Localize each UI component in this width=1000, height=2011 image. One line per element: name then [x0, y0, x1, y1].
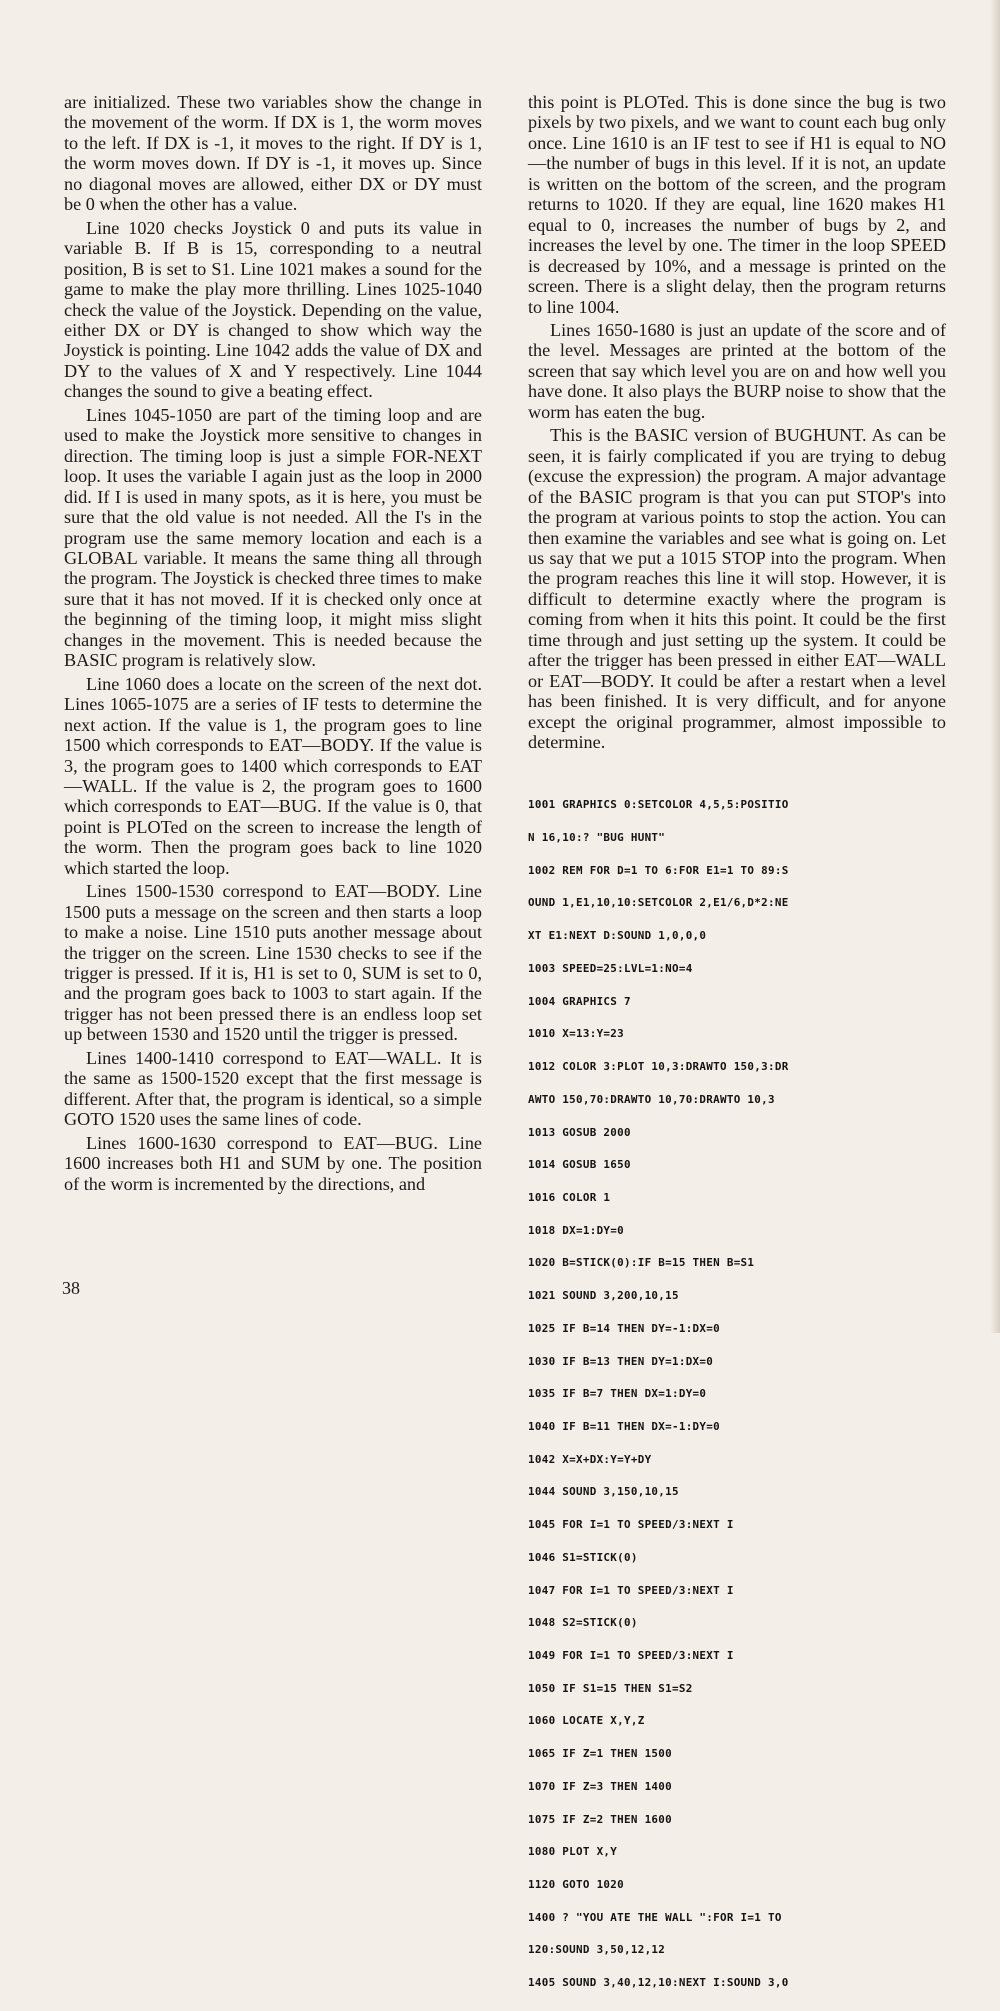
- paragraph: Line 1060 does a locate on the screen of the next dot. Lines 1065-1075 are a series of IF tests to determine the next action. If the value is 1, the program goes to line 1500 which corresponds to EAT—BODY. If the value is 3, the program goes to 1400 which corresponds to EAT—WALL. If the value is 2, the program goes to 1600 which corresponds to EAT—BUG. If the value is 0, that point is PLOTed on the screen to increase the length of the worm. Then the program goes back to line 1020 which started the loop.: [64, 673, 482, 878]
- code-line: 1070 IF Z=3 THEN 1400: [528, 1779, 672, 1793]
- code-line: 1016 COLOR 1: [528, 1190, 611, 1204]
- code-line: 1075 IF Z=2 THEN 1600: [528, 1812, 672, 1826]
- code-line: 1021 SOUND 3,200,10,15: [528, 1289, 679, 1303]
- code-line: 1020 B=STICK(0):IF B=15 THEN B=S1: [528, 1256, 755, 1270]
- code-line: 1040 IF B=11 THEN DX=-1:DY=0: [528, 1419, 720, 1433]
- code-line: 1080 PLOT X,Y: [528, 1845, 618, 1859]
- left-column: [64, 92, 482, 1197]
- code-line: 1047 FOR I=1 TO SPEED/3:NEXT I: [528, 1583, 734, 1597]
- code-line: 1035 IF B=7 THEN DX=1:DY=0: [528, 1387, 707, 1401]
- page-edge-shadow: [990, 0, 1000, 1333]
- code-line: 1045 FOR I=1 TO SPEED/3:NEXT I: [528, 1518, 734, 1532]
- code-line: 1042 X=X+DX:Y=Y+DY: [528, 1452, 652, 1466]
- right-column: [528, 92, 946, 2011]
- code-line: 1405 SOUND 3,40,12,10:NEXT I:SOUND 3,0: [528, 1976, 789, 1990]
- code-line: 1065 IF Z=1 THEN 1500: [528, 1747, 672, 1761]
- code-line: 1003 SPEED=25:LVL=1:NO=4: [528, 961, 693, 975]
- paragraph: Lines 1400-1410 correspond to EAT—WALL. It is the same as 1500-1520 except that the first message is different. After that, the program is identical, so a simple GOTO 1520 uses the same lines of code.: [64, 1047, 482, 1130]
- code-line: 1046 S1=STICK(0): [528, 1550, 638, 1564]
- code-line: 1044 SOUND 3,150,10,15: [528, 1485, 679, 1499]
- code-line: 1400 ? "YOU ATE THE WALL ":FOR I=1 TO: [528, 1910, 782, 1924]
- page-number: 38: [62, 1278, 80, 1298]
- code-line: 1048 S2=STICK(0): [528, 1616, 638, 1630]
- code-line: 1018 DX=1:DY=0: [528, 1223, 624, 1237]
- code-line: 1049 FOR I=1 TO SPEED/3:NEXT I: [528, 1649, 734, 1662]
- code-line: 1014 GOSUB 1650: [528, 1158, 631, 1172]
- paragraph: Lines 1600-1630 correspond to EAT—BUG. Line 1600 increases both H1 and SUM by one. The position of the worm is incremented by the directions, and: [64, 1132, 482, 1194]
- code-line: 1002 REM FOR D=1 TO 6:FOR E1=1 TO 89:S: [528, 863, 789, 877]
- paragraph: Lines 1045-1050 are part of the timing loop and are used to make the Joystick more sensitive to changes in direction. The timing loop is just a simple FOR-NEXT loop. It uses the variable I again just as the loop in 2000 did. If I is used in many spots, as it is here, you must be sure that the old value is not needed. All the I's in the program use the same memory location and each is a GLOBAL variable. It means the same thing all through the program. The Joystick is checked three times to make sure that it has not moved. If it is checked only once at the beginning of the timing loop, it might miss slight changes in the movement. This is needed because the BASIC program is relatively slow.: [64, 404, 482, 671]
- code-line: 1004 GRAPHICS 7: [528, 994, 631, 1008]
- paragraph: Lines 1500-1530 correspond to EAT—BODY. Line 1500 puts a message on the screen and then starts a loop to make a noise. Line 1510 puts another message about the trigger on the screen. Line 1530 checks to see if the trigger is pressed. If it is, H1 is set to 0, SUM is set to 0, and the program goes back to 1003 to start again. If the trigger has not been pressed there is an endless loop set up between 1530 and 1520 until the trigger is pressed.: [64, 881, 482, 1045]
- code-line: 1025 IF B=14 THEN DY=-1:DX=0: [528, 1321, 720, 1335]
- code-line: 1012 COLOR 3:PLOT 10,3:DRAWTO 150,3:DR: [528, 1060, 789, 1074]
- code-line: OUND 1,E1,10,10:SETCOLOR 2,E1/6,D*2:NE: [528, 896, 789, 910]
- code-line: XT E1:NEXT D:SOUND 1,0,0,0: [528, 929, 707, 943]
- paragraph: are initialized. These two variables show the change in the movement of the worm. If DX is 1, the worm moves to the left. If DX is -1, it moves to the right. If DY is 1, the worm moves down. If DY is -1, it moves up. Since no diagonal moves are allowed, either DX or DY must be 0 when the other has a value.: [64, 92, 482, 215]
- code-line: 1030 IF B=13 THEN DY=1:DX=0: [528, 1354, 714, 1368]
- code-line: 1013 GOSUB 2000: [528, 1125, 631, 1139]
- code-line: 120:SOUND 3,50,12,12: [528, 1943, 666, 1957]
- paragraph: Line 1020 checks Joystick 0 and puts its value in variable B. If B is 15, corresponding to a neutral position, B is set to S1. Line 1021 makes a sound for the game to make the play more thrilling. Lines 1025-1040 check the value of the Joystick. Depending on the value, either DX or DY is changed to show which way the Joystick is pointing. Line 1042 adds the value of DX and DY to the values of X and Y respectively. Line 1044 changes the sound to give a beating effect.: [64, 217, 482, 402]
- paragraph: This is the BASIC version of BUGHUNT. As can be seen, it is fairly complicated if you are trying to debug (excuse the expression) the program. A major advantage of the BASIC program is that you can put STOP's into the program at various points to stop the action. You can then examine the variables and see what is going on. Let us say that we put a 1015 STOP into the program. When the program reaches this line it will stop. However, it is difficult to determine exactly where the program is coming from when it hits this point. It could be the first time through and just setting up the system. It could be after the trigger has been pressed in either EAT—WALL or EAT—BODY. It could be after a restart when a level has been finished. It is very difficult, and for anyone except the original programmer, almost impossible to determine.: [528, 425, 946, 753]
- code-line: 1120 GOTO 1020: [528, 1878, 624, 1892]
- code-line: 1001 GRAPHICS 0:SETCOLOR 4,5,5:POSITIO: [528, 798, 789, 812]
- code-line: 1010 X=13:Y=23: [528, 1027, 624, 1041]
- code-listing: [528, 779, 946, 2011]
- code-line: 1060 LOCATE X,Y,Z: [528, 1714, 645, 1728]
- code-line: AWTO 150,70:DRAWTO 10,70:DRAWTO 10,3: [528, 1092, 775, 1106]
- paragraph: this point is PLOTed. This is done since the bug is two pixels by two pixels, and we want to count each bug only once. Line 1610 is an IF test to see if H1 is equal to NO—the number of bugs in this level. If it is not, an update is written on the bottom of the screen, and the program returns to 1020. If they are equal, line 1620 makes H1 equal to 0, increases the number of bugs by 2, and increases the level by one. The timer in the loop SPEED is decreased by 10%, and a message is printed on the screen. There is a slight delay, then the program returns to line 1004.: [528, 92, 946, 317]
- paragraph: Lines 1650-1680 is just an update of the score and of the level. Messages are printed at the bottom of the screen that say which level you are on and how well you have done. It also plays the BURP noise to show that the worm has eaten the bug.: [528, 319, 946, 422]
- code-line: N 16,10:? "BUG HUNT": [528, 831, 666, 845]
- code-line: 1050 IF S1=15 THEN S1=S2: [528, 1681, 693, 1695]
